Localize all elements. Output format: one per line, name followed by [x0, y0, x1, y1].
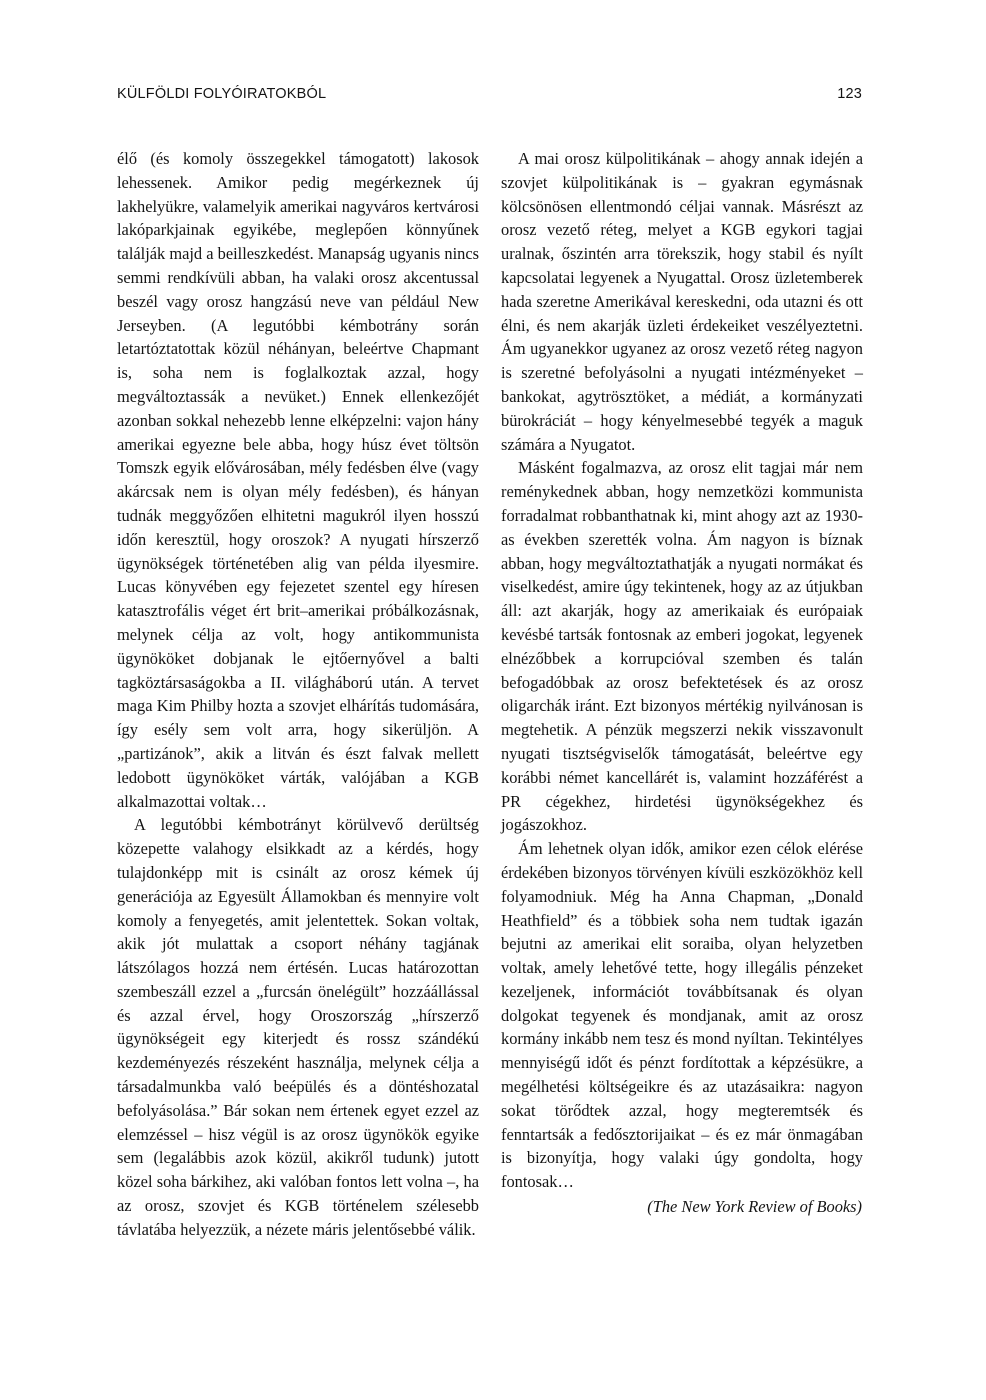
running-header — [117, 86, 862, 108]
right-column — [501, 147, 863, 1194]
paragraph: A mai orosz külpolitikának – ahogy annak idején a szovjet külpolitikának is – gyakran egymásnak kölcsönösen ellentmondó céljai vannak. Másrészt az orosz vezető réteg, melyet a KGB egykori tagjai uralnak, őszintén arra törekszik, hogy stabil és nyílt kapcsolatai legyenek a Nyugattal. Orosz üzletemberek hada szeretne Amerikával kereskedni, oda utazni és ott élni, és nem akarják üzleti érdekeiket veszélyeztetni. Ám ugyanekkor ugyanez az orosz vezető réteg nagyon is szeretné befolyásolni a nyugati intézményeket – bankokat, agytrösztöket, a médiát, a kormányzati bürokráciát – hogy kényelmesebbé tegyék a maguk számára a Nyugatot. — [501, 149, 863, 454]
section-title: KÜLFÖLDI FOLYÓIRATOKBÓL — [117, 86, 327, 102]
page-number: 123 — [837, 86, 862, 102]
source-citation: (The New York Review of Books) — [647, 1197, 862, 1216]
paragraph: Másként fogalmazva, az orosz elit tagjai már nem reménykednek abban, hogy nemzetközi kommunista forradalmat robbanthatnak ki, mint ahogy azt az 1930-as években szerették volna. Ám nagyon is bíznak abban, hogy megváltoztathatják a nyugati normákat és viselkedést, amire úgy tekintenek, hogy az az útjukban áll: azt akarják, hogy az amerikaiak és európaiak kevésbé tartsák fontosnak az emberi jogokat, legyenek elnézőbbek a korrupcióval szemben és talán befogadóbbak az orosz befektetések és az orosz oligarchák iránt. Ezt bizonyos mértékig nyilvánosan is megtehetik. A pénzük megszerzi nekik visszavonult nyugati tisztségviselők támogatását, beleértve egy korábbi német kancellárét is, valamint hozzáférést a PR cégekhez, hirdetési ügynökségekhez és jogászokhoz. — [501, 458, 863, 835]
paragraph: A legutóbbi kémbotrányt körülvevő derültség közepette valahogy elsikkadt az a kérdés, hogy tulajdonképp mit is csinált az orosz kémek új generációja az Egyesült Államokban és mennyire volt komoly a fenyegetés, amit jelentettek. Sokan voltak, akik jót mulattak a csoport néhány tagjának látszólagos hozzá nem értésén. Lucas határozottan szembeszáll ezzel a „furcsán önelégült” hozzáállással és azzal érvel, hogy Oroszország „hírszerző ügynökségeit egy kiterjedt és rossz szándékú kezdeményezés részeként használja, melynek célja a társadalmunkba való beépülés és a döntéshozatal befolyásolása.” Bár sokan nem értenek egyet ezzel az elemzéssel – hisz végül is az orosz ügynökök egyike sem (legalábbis azok közül, akikről tudunk) jutott közel soha bárkihez, aki valóban fontos lett volna –, ha az orosz, szovjet és KGB történelem szélesebb távlatába helyezzük, a nézete máris jelentősebbé válik. — [117, 815, 479, 1239]
left-column — [117, 147, 479, 1242]
paragraph: élő (és komoly összegekkel támogatott) lakosok lehessenek. Amikor pedig megérkeznek új lakhelyükre, valamelyik amerikai nagyváros kertvárosi lakóparkjainak egyikébe, meglepően könnyűnek találják majd a beilleszkedést. Manapság ugyanis nincs semmi rendkívüli abban, ha valaki orosz akcentussal beszél vagy orosz hangzású neve van például New Jerseyben. (A legutóbbi kémbotrány során letartóztatottak közül néhányan, beleértve Chapmant is, soha nem is foglalkoztak azzal, hogy megváltoztassák a nevüket.) Ennek ellenkezőjét azonban sokkal nehezebb lenne elképzelni: vajon hány amerikai egyezne bele abba, hogy húsz évet töltsön Tomszk egyik elővárosában, mély fedésben élve (vagy akárcsak nem is olyan mély fedésben), és hányan tudnák meggyőzően elhitetni magukról ilyen hosszú időn keresztül, hogy oroszok? A nyugati hírszerző ügynökségek történetében alig van példa ilyesmire. Lucas könyvében egy fejezetet szentel egy híresen katasztrofális véget ért brit–amerikai próbálkozásnak, melynek célja az volt, hogy antikommunista ügynököket dobjanak le ejtőernyővel a balti tagköztársaságokba a II. világháború után. A tervet maga Kim Philby hozta a szovjet elhárítás tudomására, így esély sem volt arra, hogy sikerüljön. A „partizánok”, akik a litván és észt falvak mellett ledobott ügynököket várták, valójában a KGB alkalmazottai voltak… — [117, 149, 479, 811]
paragraph: Ám lehetnek olyan idők, amikor ezen célok elérése érdekében bizonyos törvényen kívüli eszközökhöz kell folyamodniuk. Még ha Anna Chapman, „Donald Heathfield” és a többiek soha nem tudtak igazán bejutni az amerikai elit soraiba, olyan helyzetben voltak, amely lehetővé tette, hogy illegális pénzeket kezeljenek, információt továbbítsanak és olyan dolgokat tegyenek és mondjanak, amit az orosz kormány inkább nem tesz és mond nyíltan. Tekintélyes mennyiségű időt és pénzt fordítottak a képzésükre, a megélhetési költségeikre és az utazásaikra: nagyon sokat törődtek azzal, hogy megteremtsék és fenntartsák a fedősztorijaikat – és ez már önmagában is bizonyítja, hogy valaki úgy gondolta, hogy fontosak… — [501, 839, 863, 1192]
